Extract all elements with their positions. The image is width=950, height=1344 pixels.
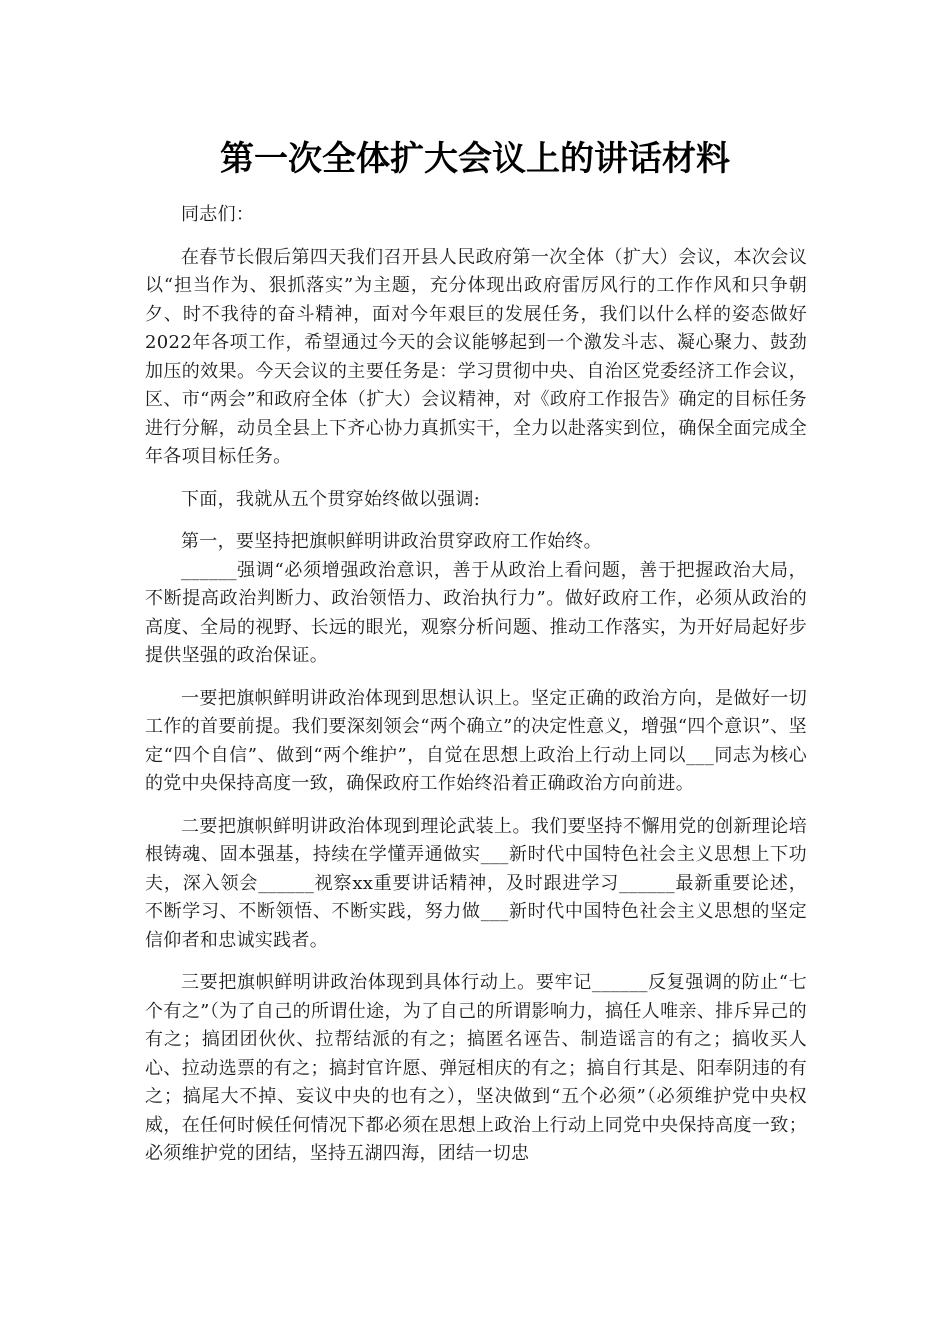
document-body xyxy=(145,201,807,1183)
section-heading-first: 第一，要坚持把旗帜鲜明讲政治贯穿政府工作始终。 xyxy=(181,531,602,552)
body-paragraph-outline: 下面，我就从五个贯穿始终做以强调: xyxy=(181,488,481,510)
body-paragraph-intro: 在春节长假后第四天我们召开县人民政府第一次全体（扩大）会议，本次会议以“担当作为、狠抓落实”为主题，充分体现出政府雷厉风行的工作作风和只争朝夕、时不我待的奋斗精神，面对今年艰巨的发展任务，我们以什么样的姿态做好2022年各项工作，希望通过今天的会议能够起到一个激发斗志、凝心聚力、鼓劲加压的效果。今天会议的主要任务是：学习贯彻中央、自治区党委经济工作会议，区、市“两会”和政府全体（扩大）会议精神，对《政府工作报告》确定的目标任务进行分解，动员全县上下齐心协力真抓实干，全力以赴落实到位，确保全面完成全年各项目标任务。 xyxy=(145,246,807,467)
body-paragraph-point-three: 三要把旗帜鲜明讲政治体现到具体行动上。要牢记______反复强调的防止“七个有之”（为了自己的所谓仕途，为了自己的所谓影响力，搞任人唯亲、排斥异己的有之；搞团团伙伙、拉帮结派的有之；搞匿名诬告、制造谣言的有之；搞收买人心、拉动选票的有之；搞封官许愿、弹冠相庆的有之；搞自行其是、阳奉阴违的有之；搞尾大不掉、妄议中央的也有之），坚决做到“五个必须”（必须维护党中央权威，在任何时候任何情况下都必须在思想上政治上行动上同党中央保持高度一致；必须维护党的团结，坚持五湖四海，团结一切忠 xyxy=(145,972,807,1164)
body-paragraph-point-one: 一要把旗帜鲜明讲政治体现到思想认识上。坚定正确的政治方向，是做好一切工作的首要前提。我们要深刻领会“两个确立”的决定性意义，增强“四个意识”、坚定“四个自信”、做到“两个维护”，自觉在思想上政治上行动上同以___同志为核心的党中央保持高度一致，确保政府工作始终沿着正确政治方向前进。 xyxy=(145,687,807,794)
body-paragraph-point-two: 二要把旗帜鲜明讲政治体现到理论武装上。我们要坚持不懈用党的创新理论培根铸魂、固本强基，持续在学懂弄通做实___新时代中国特色社会主义思想上下功夫，深入领会______视察xx重要讲话精神，及时跟进学习______最新重要论述，不断学习、不断领悟、不断实践，努力做___新时代中国特色社会主义思想的坚定信仰者和忠诚实践者。 xyxy=(145,815,807,951)
document-title: 第一次全体扩大会议上的讲话材料 xyxy=(220,139,730,179)
body-paragraph-first: ______强调“必须增强政治意识，善于从政治上看问题，善于把握政治大局，不断提高政治判断力、政治领悟力、政治执行力”。做好政府工作，必须从政治的高度、全局的视野、长远的眼光，观察分析问题、推动工作落实，为开好局起好步提供坚强的政治保证。 xyxy=(145,559,807,666)
salutation-paragraph: 同志们： xyxy=(181,204,255,225)
